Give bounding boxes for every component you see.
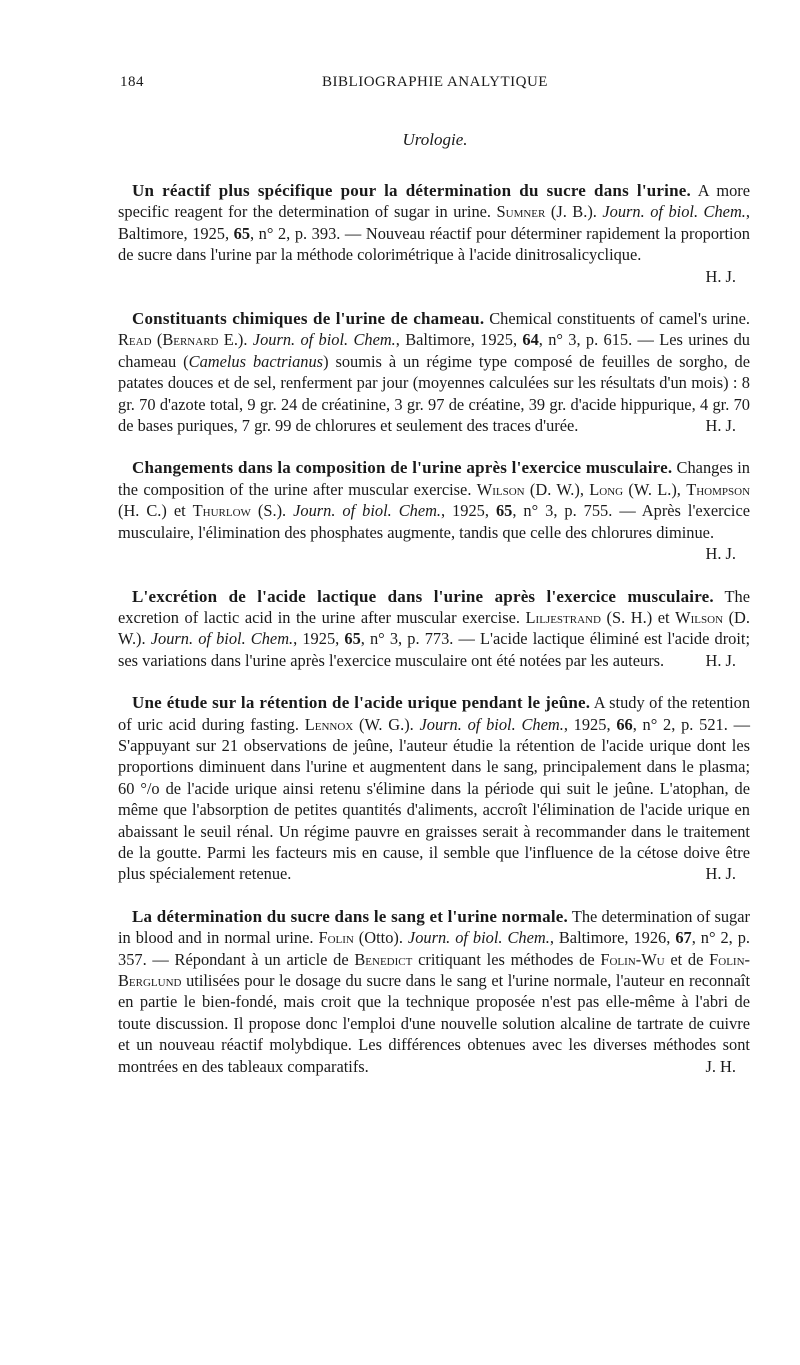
page-header <box>120 74 750 98</box>
entry-issue: , n° 2, p. 521. <box>632 714 728 734</box>
entry-text <box>118 180 750 266</box>
abstract-entry <box>118 692 750 885</box>
entry-volume: 65 <box>495 501 513 521</box>
entry-translation: The determination of sugar in blood and in normal urine. <box>118 906 750 948</box>
entry-journal: Journ. of biol. Chem. <box>407 928 550 948</box>
entry-issue: , n° 3, p. 755. <box>512 501 613 521</box>
entry-place: , Baltimore, 1925, <box>395 330 523 350</box>
abstract-entry <box>118 457 750 564</box>
entry-issue: , n° 3, p. 773. <box>360 629 454 649</box>
entry-author-initials: (H. C.) et <box>118 501 193 521</box>
entry-signature: H. J. <box>705 266 736 286</box>
entry-author-initials: (J. B.). <box>545 202 603 222</box>
entry-place: , 1925, <box>441 501 496 521</box>
abstract-entry <box>118 308 750 436</box>
section-title: Urologie. <box>402 130 468 149</box>
entry-journal: Journ. of biol. Chem. <box>150 629 294 649</box>
entry-signature: H. J. <box>705 650 736 670</box>
entry-place: , 1925, <box>563 714 617 734</box>
entry-author: Read (Bernard <box>118 330 219 350</box>
entry-signature: H. J. <box>705 864 736 884</box>
entry-place: , Baltimore, 1926, <box>549 928 676 948</box>
entry-journal: Journ. of biol. Chem. <box>293 501 442 521</box>
entry-author-initials: (D. W.). <box>118 607 750 649</box>
entry-volume: 65 <box>233 223 251 243</box>
entry-translation: A study of the retention of uric acid during fasting. <box>118 693 751 734</box>
entry-volume: 67 <box>675 928 692 948</box>
entry-volume: 64 <box>522 330 539 350</box>
entry-title: Un réactif plus spécifique pour la détermination du sucre dans l'urine. <box>132 181 691 200</box>
abstract-entry <box>118 180 750 287</box>
cited-method: Folin-Berglund <box>118 949 751 990</box>
entry-author: Thurlow <box>192 501 251 521</box>
entry-place: , 1925, <box>293 629 345 649</box>
entry-issue: , n° 3, p. 615. <box>538 330 633 350</box>
entry-abstract-cont: ) soumis à un régime type composé de feuilles de sorgho, de patates douces et de sel, renferment par jour (moyennes calculées sur les résultats d'un mois) : 8 gr. 70 d'azote total, 9 gr. 24 de créatinine, 3 gr. 97 de créatine, 39 gr. d'acide hippurique, 4 gr. 70 de bases puriques, 7 gr. 99 de chlorures et seulement des traces d'urée. <box>118 351 750 436</box>
entry-author: Sumner <box>496 202 546 222</box>
entry-translation: The excretion of lactic acid in the urine after muscular exercise. <box>118 586 750 627</box>
entry-abstract-cont: utilisées pour le dosage du sucre dans le sang et l'urine normale, l'auteur en reconnaît en partie le bien-fondé, mais croit que la technique proposée n'est pas elle-même à l'abri de toute discussion. Il propose donc l'emploi d'une nouvelle solution alcaline de tartrate de cuivre et un nouveau réactif molybdique. Les différences obtenues avec les diverses méthodes sont montrées en des tableaux comparatifs. <box>118 971 750 1076</box>
entry-title: Constituants chimiques de l'urine de chameau. <box>132 309 485 329</box>
entry-title: L'excrétion de l'acide lactique dans l'urine après l'exercice musculaire. <box>132 586 714 606</box>
entry-abstract: — L'acide lactique éliminé est l'acide droit; ses variations dans l'urine après l'exercice musculaire ont été notées par les auteurs. <box>118 629 751 670</box>
entry-title: La détermination du sucre dans le sang et l'urine normale. <box>132 906 568 926</box>
entry-volume: 66 <box>616 714 633 734</box>
running-title: BIBLIOGRAPHIE ANALYTIQUE <box>322 74 548 90</box>
entry-author-initials: (W. G.). <box>353 714 420 734</box>
cited-author: Benedict <box>354 949 413 969</box>
entry-title: Une étude sur la rétention de l'acide urique pendant le jeûne. <box>132 693 591 713</box>
entry-journal: Journ. of biol. Chem. <box>252 330 396 350</box>
entry-abstract-cont: et de <box>664 949 710 969</box>
entry-author: Wilson <box>476 479 525 499</box>
entry-volume: 65 <box>344 629 361 649</box>
entry-abstract: — S'appuyant sur 21 observations de jeûne, l'auteur étudie la rétention de l'acide urique dont les proportions diminuent dans l'urine et augmentent dans le sang, principalement dans le plasma; 60 °/o de l'acide urique ainsi retenu s'élimine dans la période qui suit le jeûne. L'atophan, de même que l'absorption de petites quantités d'aliments, accroît l'élimination de l'acide urique en abaissant le seuil rénal. Un régime pauvre en graisses serait à recommander dans le traitement de la goutte. Parmi les facteurs mis en cause, il semble que l'influence de la cétose doive être plus spécialement retenue. <box>118 714 750 884</box>
entry-author: Folin <box>318 928 354 948</box>
entry-abstract-cont: critiquant les méthodes de <box>412 949 601 969</box>
entry-text <box>118 308 750 436</box>
entry-abstract: — Après l'exercice musculaire, l'élimination des phosphates augmente, tandis que celle des chlorures diminue. <box>118 501 750 542</box>
abstract-entry <box>118 586 750 672</box>
entry-author: Wilson <box>675 607 724 627</box>
entry-journal: Journ. of biol. Chem. <box>602 202 746 222</box>
abstract-entry <box>118 906 750 1077</box>
entry-author-initials: (Otto). <box>353 928 408 948</box>
entry-author: Liljestrand <box>525 607 601 627</box>
entry-author-initials: (D. W.), <box>524 479 590 499</box>
entry-translation: Changes in the composition of the urine after muscular exercise. <box>118 458 750 499</box>
entry-author: Long <box>589 479 624 499</box>
entry-abstract: — Répondant à un article de <box>146 949 355 969</box>
entry-text <box>118 692 750 885</box>
page-number: 184 <box>120 74 144 90</box>
entry-species: Camelus bactrianus <box>188 351 324 371</box>
entry-translation: Chemical constituents of camel's urine. <box>484 309 750 329</box>
cited-method: Folin-Wu <box>600 949 665 969</box>
entry-author-initials: (S. H.) et <box>600 607 676 627</box>
article-body <box>118 180 750 1098</box>
entry-journal: Journ. of biol. Chem. <box>419 714 564 734</box>
entry-signature: H. J. <box>705 544 736 564</box>
entry-author-initials: (W. L.), <box>623 479 687 499</box>
entry-author-initials: (S.). <box>250 501 294 521</box>
entry-abstract: — Les urines du chameau ( <box>118 330 750 371</box>
entry-text <box>118 457 750 543</box>
entry-translation: A more specific reagent for the determination of sugar in urine. <box>118 181 750 222</box>
entry-title: Changements dans la composition de l'urine après l'exercice musculaire. <box>132 458 673 478</box>
entry-author-initials: E.). <box>218 330 253 350</box>
entry-abstract: — Nouveau réactif pour déterminer rapidement la proportion de sucre dans l'urine par la méthode colorimétrique à l'acide dinitrosalicyclique. <box>118 223 750 265</box>
entry-issue: , n° 2, p. 393. <box>250 223 341 243</box>
entry-place: , Baltimore, 1925, <box>118 202 750 243</box>
entry-signature: H. J. <box>705 416 736 436</box>
entry-signature: J. H. <box>705 1056 736 1076</box>
entry-author: Thompson <box>686 479 751 499</box>
entry-author: Lennox <box>304 714 354 734</box>
entry-text <box>118 586 750 672</box>
entry-text <box>118 906 750 1077</box>
entry-issue: , n° 2, p. 357. <box>118 928 751 969</box>
